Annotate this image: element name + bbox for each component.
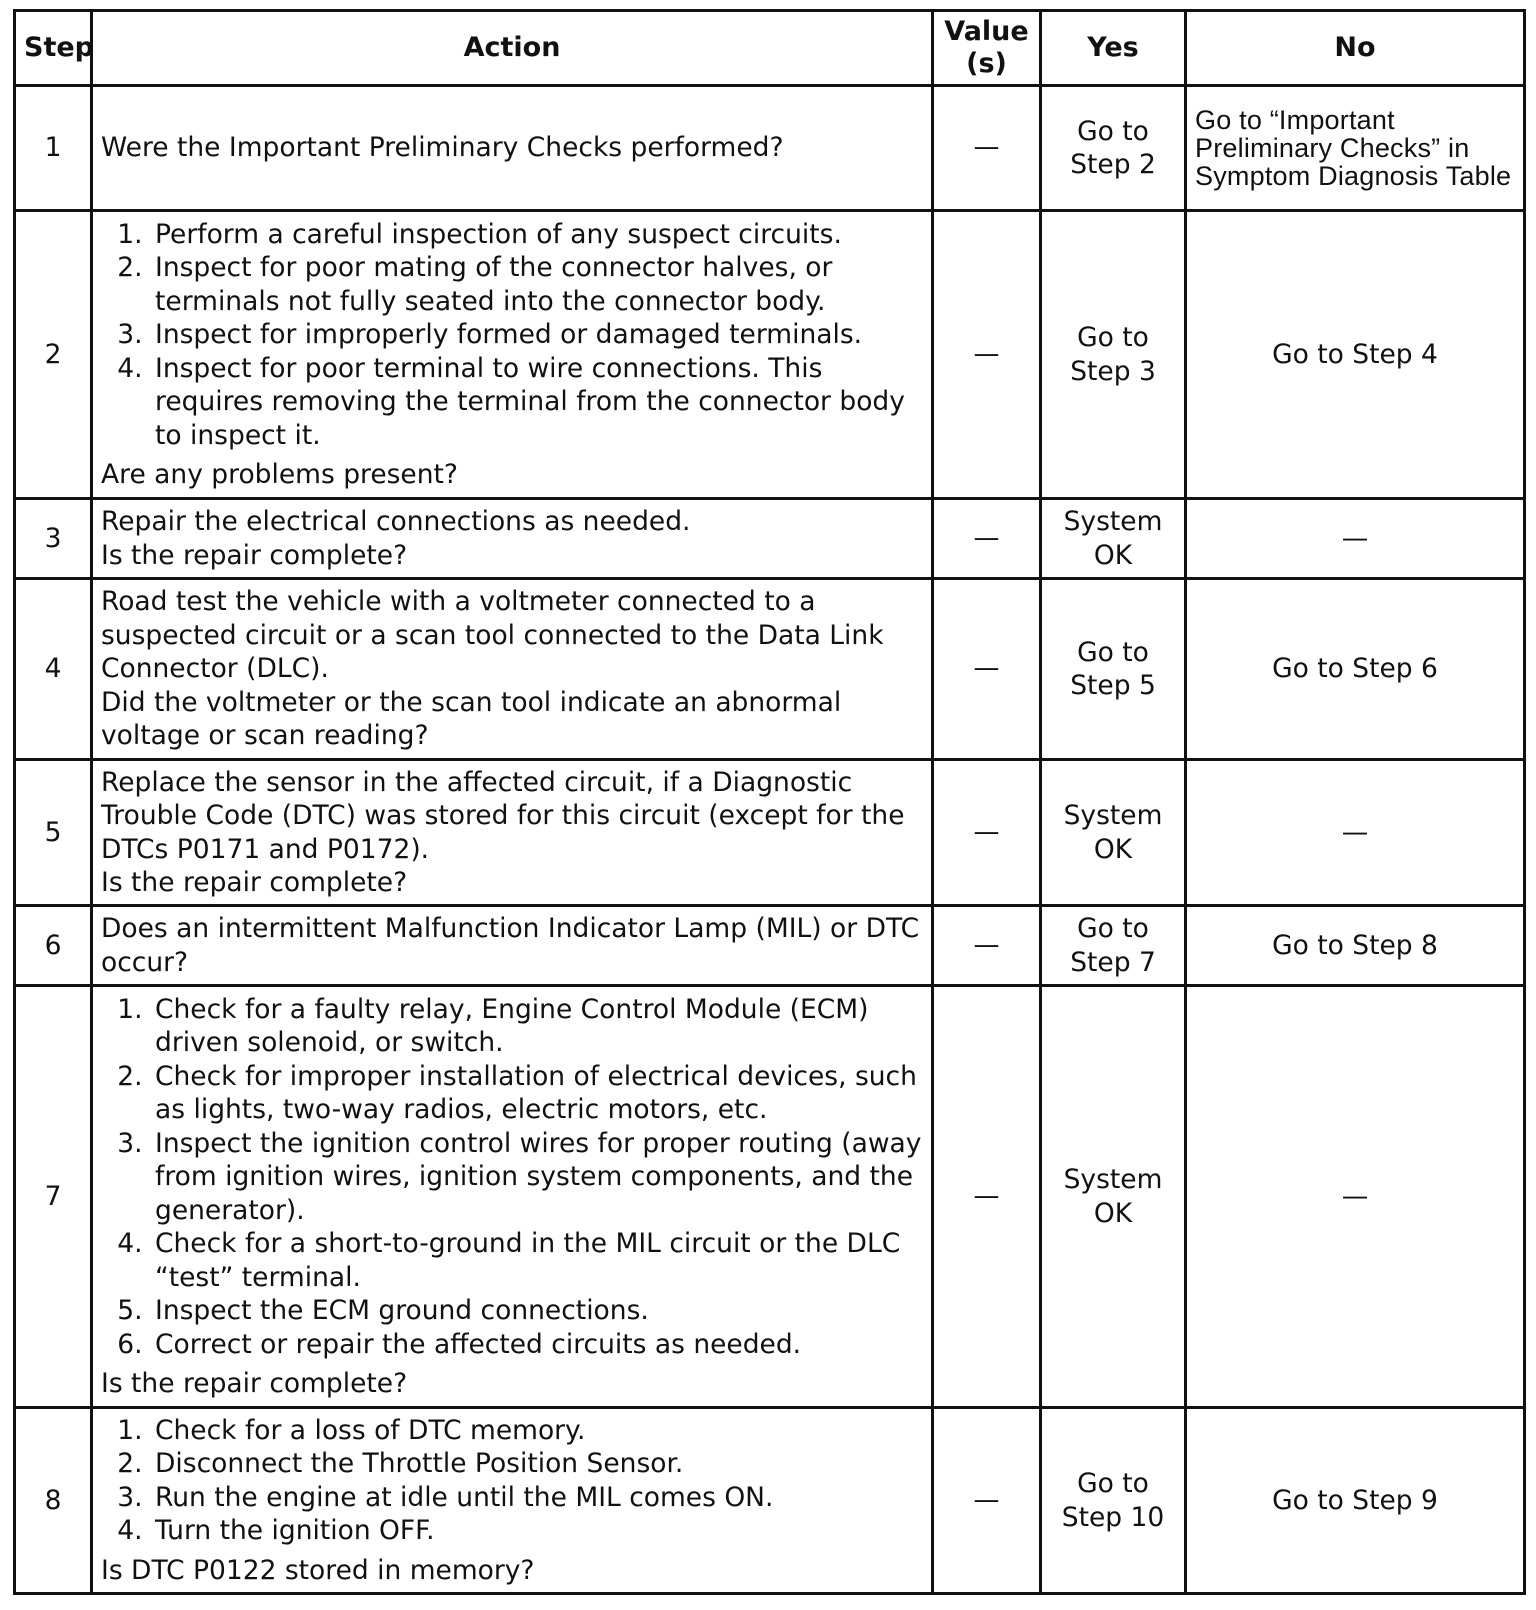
yes-cell: Go to Step 10: [1041, 1408, 1186, 1594]
header-value-line2: (s): [966, 48, 1007, 79]
yes-cell: System OK: [1041, 986, 1186, 1408]
value-cell: —: [933, 986, 1041, 1408]
no-cell: Go to Step 8: [1186, 906, 1525, 986]
table-row: [15, 906, 1525, 986]
yes-cell: System OK: [1041, 499, 1186, 579]
action-text: Is the repair complete?: [101, 539, 408, 571]
value-cell: —: [933, 499, 1041, 579]
table-row: [15, 499, 1525, 579]
header-action: Action: [92, 11, 933, 86]
table-row: [15, 211, 1525, 499]
no-cell: —: [1186, 986, 1525, 1408]
action-list-item: 1. Check for a faulty relay, Engine Control Module (ECM) driven solenoid, or switch.: [151, 993, 923, 1060]
action-text: Replace the sensor in the affected circuit, if a Diagnostic Trouble Code (DTC) was stored for this circuit (except for the DTCs P0171 and P0172).: [101, 766, 905, 865]
header-step: Step: [15, 11, 92, 86]
value-cell: —: [933, 211, 1041, 499]
step-number: 3: [15, 499, 92, 579]
no-cell: —: [1186, 499, 1525, 579]
table-row: [15, 760, 1525, 906]
action-cell: [92, 1408, 933, 1594]
action-question: Is DTC P0122 stored in memory?: [101, 1554, 535, 1586]
step-number: 6: [15, 906, 92, 986]
action-question: Is the repair complete?: [101, 1368, 408, 1399]
no-cell: —: [1186, 760, 1525, 906]
value-cell: —: [933, 1408, 1041, 1594]
action-cell: [92, 579, 933, 760]
yes-cell: Go to Step 2: [1041, 86, 1186, 211]
no-cell: Go to Step 4: [1186, 211, 1525, 499]
action-list: [101, 1414, 923, 1548]
action-cell: [92, 906, 933, 986]
action-text: Is the repair complete?: [101, 867, 408, 898]
action-list-item: 3. Inspect for improperly formed or damaged terminals.: [151, 318, 923, 352]
header-value-line1: Value: [944, 16, 1029, 47]
action-cell: [92, 86, 933, 211]
yes-cell: Go to Step 7: [1041, 906, 1186, 986]
action-text: Road test the vehicle with a voltmeter connected to a suspected circuit or a scan tool connected to the Data Link Connector (DLC).: [101, 586, 884, 685]
action-list-item: 4. Inspect for poor terminal to wire connections. This requires removing the terminal from the connector body to inspect it.: [151, 352, 923, 453]
action-cell: [92, 211, 933, 499]
table-row: [15, 986, 1525, 1408]
step-number: 1: [15, 86, 92, 211]
action-list: [101, 993, 923, 1362]
action-list-item: 2. Check for improper installation of electrical devices, such as lights, two-way radios, electric motors, etc.: [151, 1060, 923, 1127]
value-cell: —: [933, 579, 1041, 760]
step-number: 8: [15, 1408, 92, 1594]
action-list-item: 3. Inspect the ignition control wires for proper routing (away from ignition wires, ignition system components, and the generator).: [151, 1127, 923, 1228]
action-list-item: 2. Inspect for poor mating of the connector halves, or terminals not fully seated into the connector body.: [151, 251, 923, 318]
header-value: [933, 11, 1041, 86]
action-list-item: 2. Disconnect the Throttle Position Sensor.: [151, 1447, 923, 1481]
yes-cell: System OK: [1041, 760, 1186, 906]
table-row: [15, 579, 1525, 760]
action-text: Were the Important Preliminary Checks performed?: [101, 132, 784, 164]
header-yes: Yes: [1041, 11, 1186, 86]
action-question: Are any problems present?: [101, 459, 458, 490]
yes-cell: Go to Step 3: [1041, 211, 1186, 499]
action-cell: [92, 986, 933, 1408]
step-number: 2: [15, 211, 92, 499]
action-list: [101, 218, 923, 453]
action-cell: [92, 760, 933, 906]
action-list-item: 6. Correct or repair the affected circuits as needed.: [151, 1328, 923, 1362]
action-list-item: 4. Check for a short-to-ground in the MIL circuit or the DLC “test” terminal.: [151, 1227, 923, 1294]
action-list-item: 3. Run the engine at idle until the MIL comes ON.: [151, 1481, 923, 1515]
step-number: 4: [15, 579, 92, 760]
action-text: Did the voltmeter or the scan tool indicate an abnormal voltage or scan reading?: [101, 686, 842, 752]
step-number: 7: [15, 986, 92, 1408]
table-row: [15, 1408, 1525, 1594]
no-cell: Go to Step 9: [1186, 1408, 1525, 1594]
value-cell: —: [933, 760, 1041, 906]
action-cell: [92, 499, 933, 579]
action-list-item: 1. Perform a careful inspection of any suspect circuits.: [151, 218, 923, 252]
header-row: [15, 11, 1525, 86]
step-number: 5: [15, 760, 92, 906]
value-cell: —: [933, 906, 1041, 986]
action-list-item: 5. Inspect the ECM ground connections.: [151, 1294, 923, 1328]
action-text: Does an intermittent Malfunction Indicator Lamp (MIL) or DTC occur?: [101, 913, 920, 978]
action-list-item: 1. Check for a loss of DTC memory.: [151, 1414, 923, 1448]
yes-cell: Go to Step 5: [1041, 579, 1186, 760]
table-row: [15, 86, 1525, 211]
no-cell: Go to “Important Preliminary Checks” in Symptom Diagnosis Table: [1186, 86, 1525, 211]
diagnostic-table: [13, 9, 1526, 1595]
action-text: Repair the electrical connections as needed.: [101, 506, 691, 537]
no-cell: Go to Step 6: [1186, 579, 1525, 760]
header-no: No: [1186, 11, 1525, 86]
value-cell: —: [933, 86, 1041, 211]
action-list-item: 4. Turn the ignition OFF.: [151, 1514, 923, 1548]
